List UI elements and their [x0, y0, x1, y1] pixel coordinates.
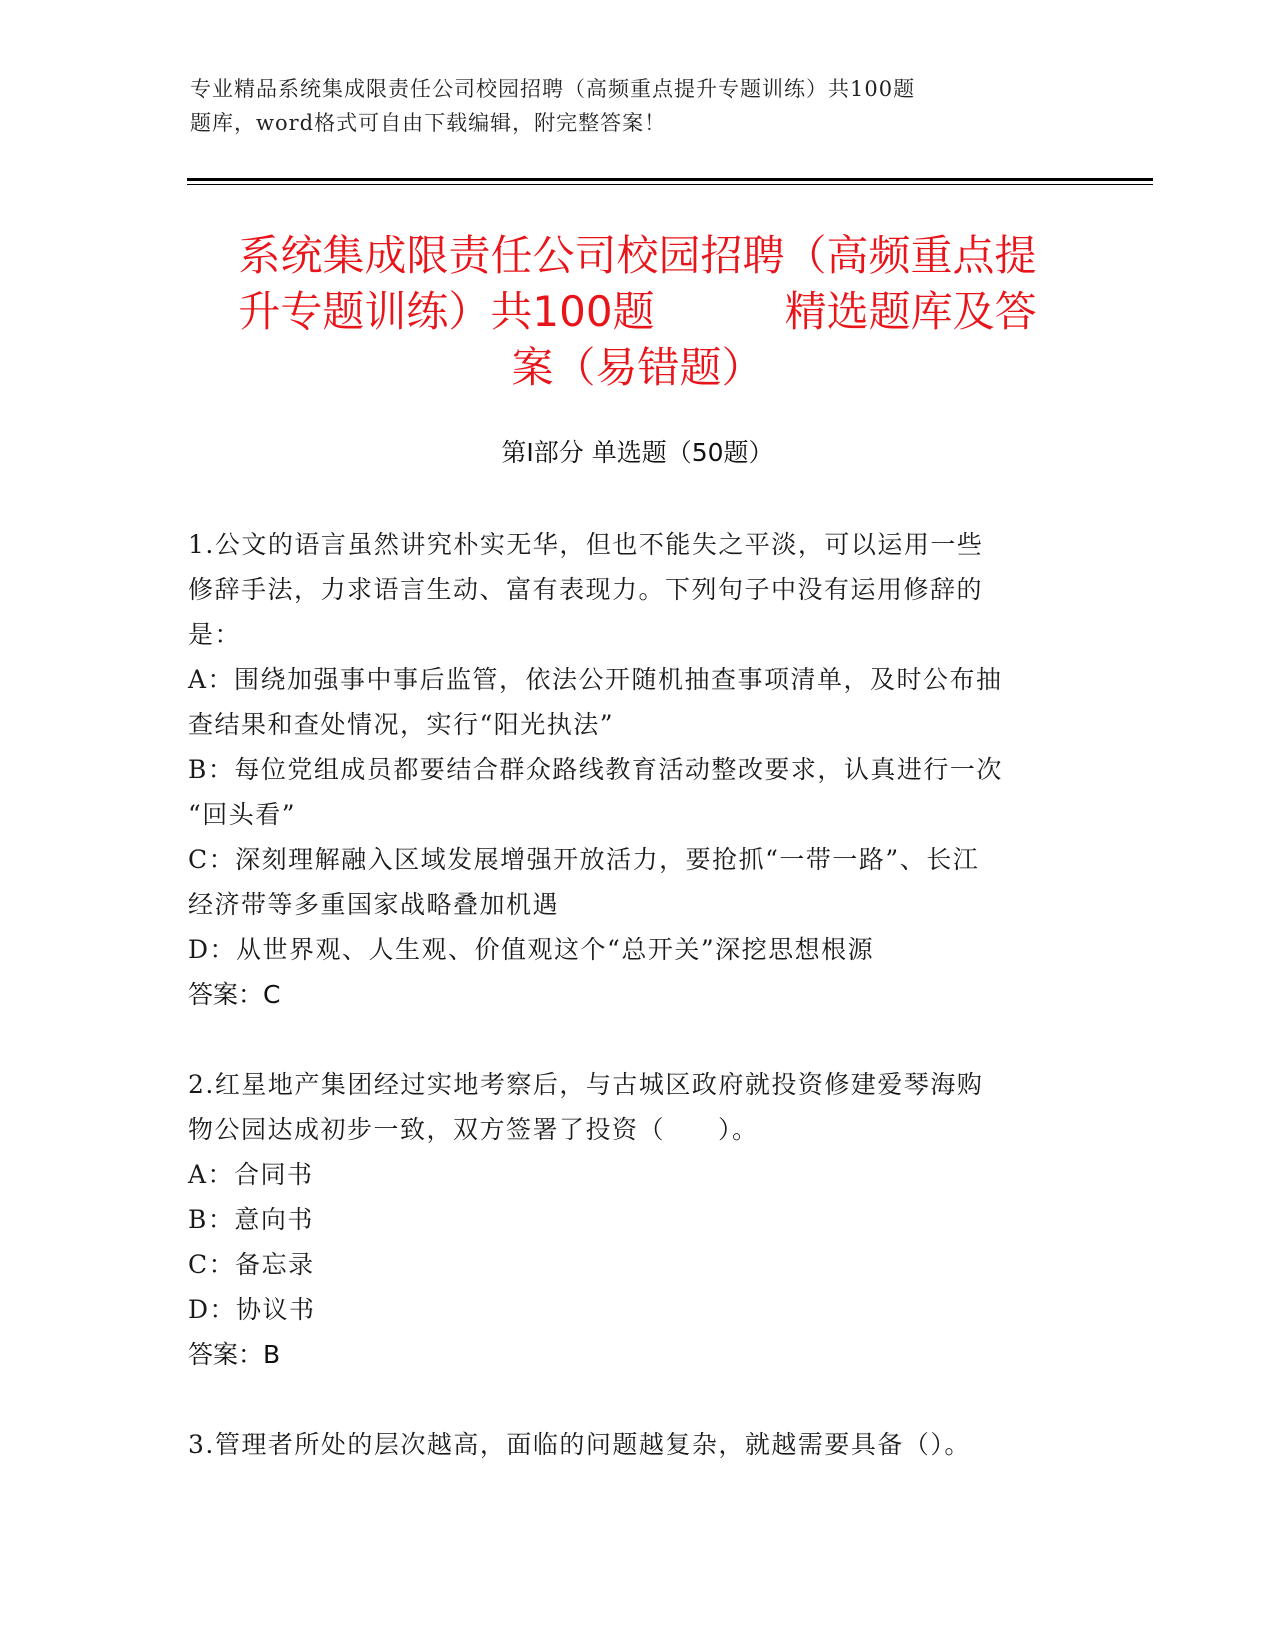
question-2	[188, 1062, 1088, 1377]
question-1-option-c: 经济带等多重国家战略叠加机遇	[188, 890, 560, 919]
question-2-option-c: C：备忘录	[188, 1250, 315, 1279]
header-note-line-1: 专业精品系统集成限责任公司校园招聘（高频重点提升专题训练）共100题	[190, 77, 916, 101]
question-1-option-d: D：从世界观、人生观、价值观这个“总开关”深挖思想根源	[188, 935, 875, 964]
question-1-stem-line: 1.公文的语言虽然讲究朴实无华，但也不能失之平淡，可以运用一些	[188, 530, 984, 559]
question-1-answer: 答案：C	[188, 980, 281, 1009]
title-line-2-part-2: 精选题库及答	[784, 287, 1037, 336]
header-rule-thick	[187, 178, 1153, 181]
header-rule-thin	[187, 184, 1153, 185]
title-line-2	[140, 284, 1135, 340]
document-title	[140, 228, 1135, 396]
question-1	[188, 522, 1088, 1017]
question-2-stem-line: 物公园达成初步一致，双方签署了投资（ ）。	[188, 1115, 759, 1144]
title-line-2-part-1: 升专题训练）共100题	[238, 287, 655, 336]
title-line-1: 系统集成限责任公司校园招聘（高频重点提	[238, 231, 1037, 280]
question-1-option-a: 查结果和查处情况，实行“阳光执法”	[188, 710, 615, 739]
header-note	[190, 72, 1070, 140]
question-1-option-b: “回头看”	[188, 800, 297, 829]
header-note-line-2: 题库，word格式可自由下载编辑，附完整答案！	[190, 111, 667, 135]
question-1-stem-line: 是：	[188, 620, 242, 649]
question-3-stem-line: 3.管理者所处的层次越高，面临的问题越复杂，就越需要具备（）。	[188, 1430, 971, 1459]
question-2-answer: 答案：B	[188, 1340, 281, 1369]
question-2-stem-line: 2.红星地产集团经过实地考察后，与古城区政府就投资修建爱琴海购	[188, 1070, 984, 1099]
question-spacer	[188, 1017, 1088, 1062]
question-list	[188, 522, 1088, 1467]
question-2-option-d: D：协议书	[188, 1295, 316, 1324]
section-title: 第I部分 单选题（50题）	[501, 438, 774, 467]
question-3	[188, 1422, 1088, 1467]
question-2-option-a: A：合同书	[188, 1160, 314, 1189]
question-2-option-b: B：意向书	[188, 1205, 314, 1234]
question-1-option-b: B：每位党组成员都要结合群众路线教育活动整改要求，认真进行一次	[188, 755, 1003, 784]
title-line-3: 案（易错题）	[511, 343, 764, 392]
question-1-stem-line: 修辞手法，力求语言生动、富有表现力。下列句子中没有运用修辞的	[188, 575, 984, 604]
question-1-option-c: C：深刻理解融入区域发展增强开放活力，要抢抓“一带一路”、长江	[188, 845, 980, 874]
question-spacer	[188, 1377, 1088, 1422]
question-1-option-a: A：围绕加强事中事后监管，依法公开随机抽查事项清单，及时公布抽	[188, 665, 1003, 694]
